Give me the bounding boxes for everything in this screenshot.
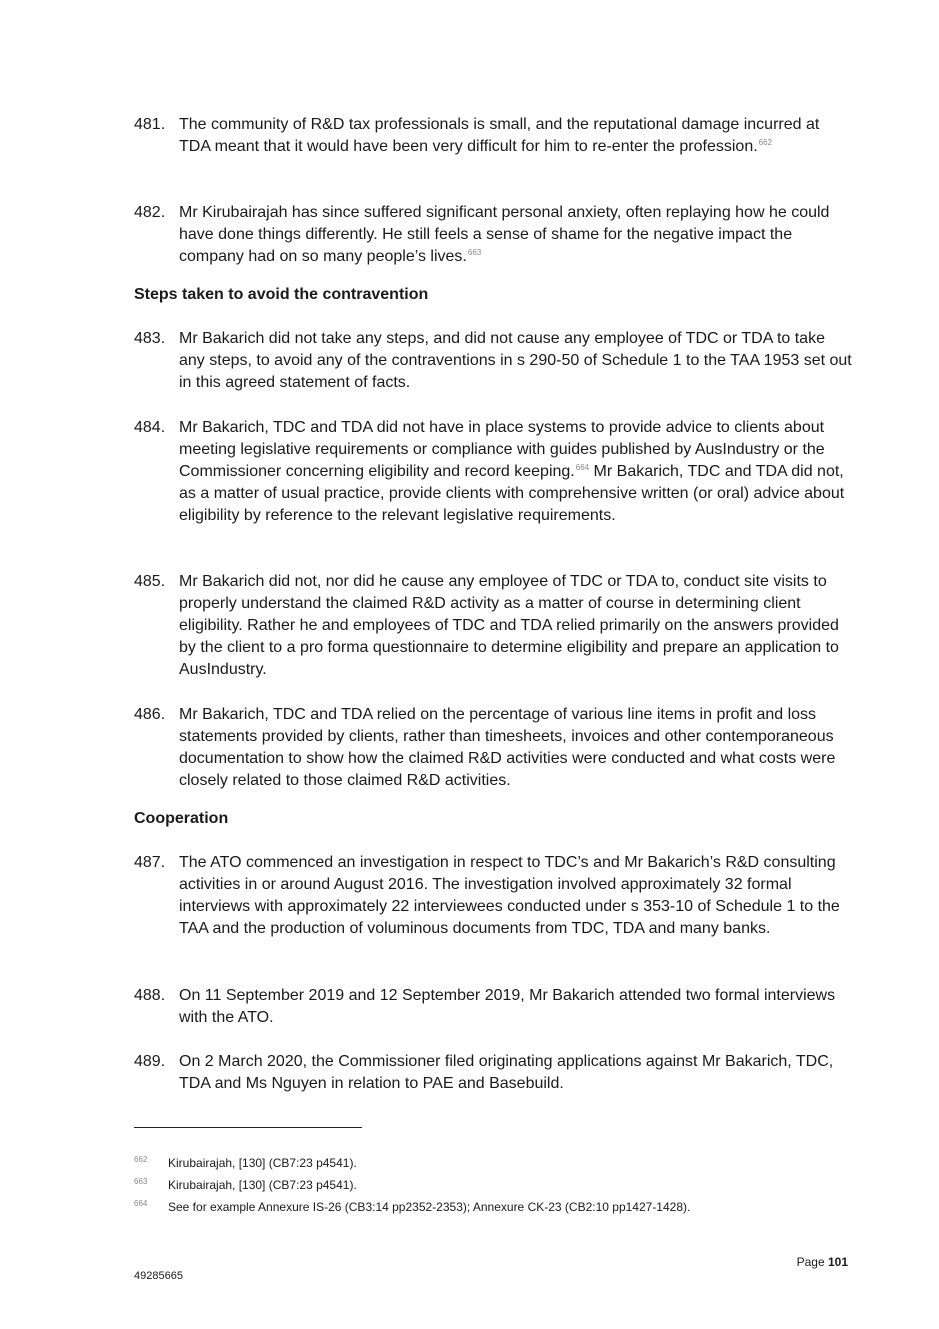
- section-heading-cooperation: Cooperation: [134, 810, 229, 827]
- paragraph-text: The ATO commenced an investigation in respect to TDC’s and Mr Bakarich’s R&D consulting activities in or around August 2016. The investigation involved approximately 32 formal interviews with approximately 22 interviewees conducted under s 353-10 of Schedule 1 to the TAA and the production of voluminous documents from TDC, TDA and many banks.: [179, 854, 840, 937]
- paragraph-text: Mr Bakarich did not take any steps, and did not cause any employee of TDC or TDA to take any steps, to avoid any of the contraventions in s 290-50 of Schedule 1 to the TAA 1953 set out in this agreed statement of facts.: [179, 330, 852, 391]
- footnote-reference[interactable]: 664: [575, 463, 590, 472]
- paragraph-488: [134, 985, 854, 1029]
- paragraph-number: 489.: [134, 1053, 166, 1070]
- paragraph-text: On 11 September 2019 and 12 September 2019, Mr Bakarich attended two formal interviews with the ATO.: [179, 987, 836, 1026]
- paragraph-text: The community of R&D tax professionals is small, and the reputational damage incurred at TDA meant that it would have been very difficult for him to re-enter the profession.$^{662}$: [179, 116, 820, 155]
- paragraph-number: 482.: [134, 204, 166, 221]
- paragraph-text: Mr Bakarich, TDC and TDA relied on the percentage of various line items in profit and loss statements provided by clients, rather than timesheets, invoices and other contemporaneous documentation to show how the claimed R&D activities were conducted and what costs were closely related to those claimed R&D activities.: [179, 706, 836, 789]
- paragraph-483: [134, 328, 854, 394]
- footnote-number: 663: [134, 1177, 148, 1186]
- footnote-text: See for example Annexure IS-26 (CB3:14 pp2352-2353); Annexure CK-23 (CB2:10 pp1427-1428).: [168, 1200, 691, 1214]
- paragraph-number: 481.: [134, 116, 166, 133]
- footnote-number: 664: [134, 1199, 148, 1208]
- footnote-663: [134, 1177, 854, 1193]
- paragraph-text: Mr Bakarich, TDC and TDA did not have in place systems to provide advice to clients about meeting legislative requirements or compliance with guides published by AusIndustry or the Commissioner concerning eligibility and record keeping.$^{664}$ Mr Bakarich, TDC and TDA did not, as a matter of usual practice, provide clients with comprehensive written (or oral) advice about eligibility by reference to the relevant legislative requirements.: [179, 419, 845, 524]
- paragraph-482: [134, 202, 854, 268]
- paragraph-number: 484.: [134, 419, 166, 436]
- section-heading-steps: Steps taken to avoid the contravention: [134, 286, 429, 303]
- paragraph-number: 483.: [134, 330, 166, 347]
- paragraph-number: 487.: [134, 854, 166, 871]
- paragraph-489: [134, 1051, 854, 1095]
- footnote-664: [134, 1199, 854, 1215]
- footnote-662: [134, 1155, 854, 1171]
- paragraph-text: Mr Kirubairajah has since suffered significant personal anxiety, often replaying how he could have done things differently. He still feels a sense of shame for the negative impact the company had on so many people’s lives.$^{663}$: [179, 204, 830, 265]
- document-id: 49285665: [134, 1270, 183, 1282]
- footnote-reference[interactable]: 663: [467, 248, 482, 257]
- page-number: 101: [827, 1255, 848, 1269]
- footnote-number: 662: [134, 1155, 148, 1164]
- footnote-text: Kirubairajah, [130] (CB7:23 p4541).: [168, 1156, 357, 1170]
- paragraph-485: [134, 571, 854, 681]
- paragraph-text: Mr Bakarich did not, nor did he cause any employee of TDC or TDA to, conduct site visits to properly understand the claimed R&D activity as a matter of course in determining client eligibility. Rather he and employees of TDC and TDA relied primarily on the answers provided by the client to a pro forma questionnaire to determine eligibility and prepare an application to AusIndustry.: [179, 573, 839, 678]
- paragraph-number: 485.: [134, 573, 166, 590]
- paragraph-484: [134, 417, 854, 527]
- footnote-text: Kirubairajah, [130] (CB7:23 p4541).: [168, 1178, 357, 1192]
- footnote-separator: [134, 1127, 362, 1128]
- paragraph-number: 488.: [134, 987, 166, 1004]
- page-number-label: Page 101: [796, 1255, 848, 1269]
- paragraph-487: [134, 852, 854, 940]
- paragraph-text: On 2 March 2020, the Commissioner filed originating applications against Mr Bakarich, TDC, TDA and Ms Nguyen in relation to PAE and Basebuild.: [179, 1053, 834, 1092]
- paragraph-number: 486.: [134, 706, 166, 723]
- footnote-reference[interactable]: 662: [758, 138, 773, 147]
- paragraph-481: [134, 114, 854, 158]
- paragraph-486: [134, 704, 854, 792]
